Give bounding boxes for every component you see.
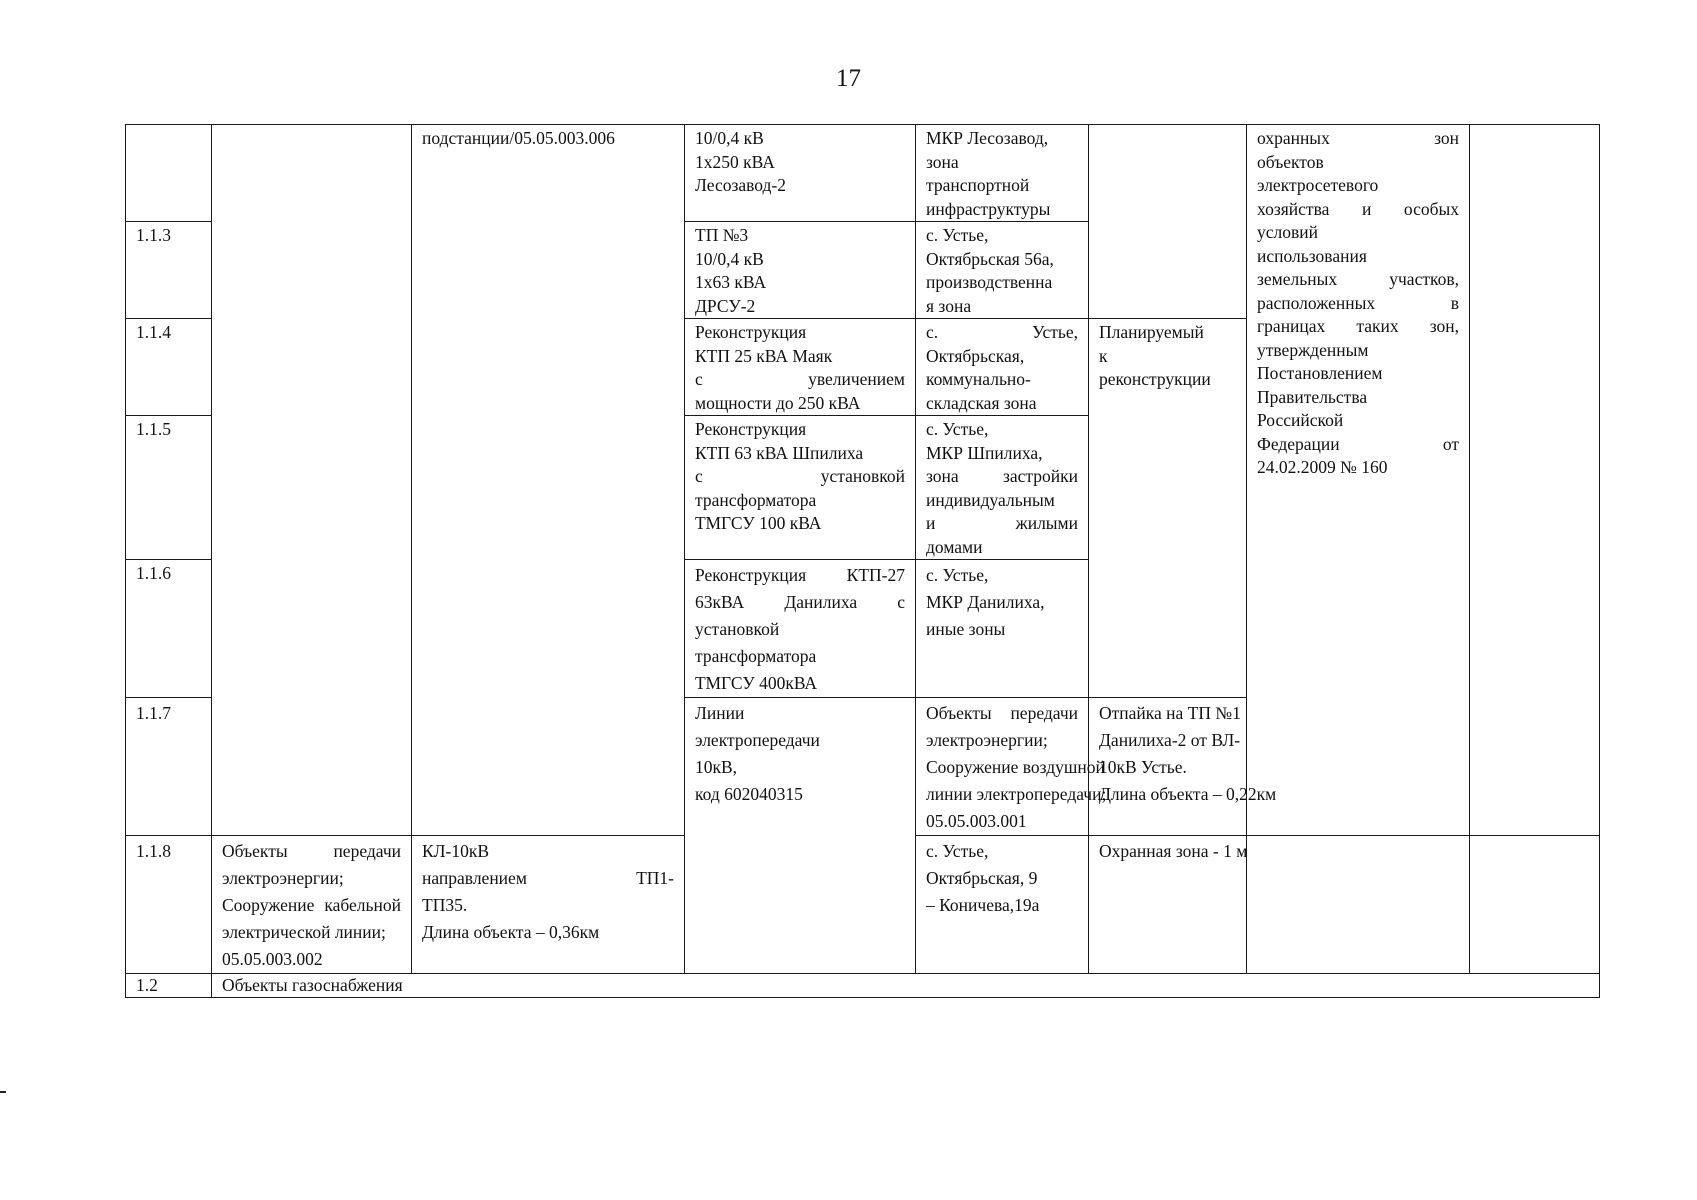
cell-location-tp3 <box>916 222 1089 319</box>
zones-line: объектов <box>1257 151 1324 172</box>
cell-object-shpiliha <box>685 416 916 560</box>
object-line: Реконструкция <box>695 322 807 342</box>
zones-line: Постановлением <box>1257 363 1383 383</box>
section-title-gas: Объекты газоснабжения <box>212 974 1600 998</box>
purpose-line: 05.05.003.002 <box>222 949 323 969</box>
cell-location-oktyabrskaya <box>916 836 1089 974</box>
purpose-line: линии электропередачи; <box>926 784 1107 804</box>
location-line: с. Устье, <box>926 322 1078 342</box>
cell-num: 1.1.5 <box>126 416 212 560</box>
object-line: ТП35. <box>422 895 468 915</box>
object-line: ДРСУ-2 <box>695 295 756 316</box>
object-line: Длина объекта – 0,36км <box>422 922 600 942</box>
cell-zones-1m <box>1089 836 1247 974</box>
cell-num: 1.1.7 <box>126 698 212 836</box>
object-line: 10/0,4 кВ <box>695 248 764 269</box>
object-line: Данилиха-2 от ВЛ- <box>1099 730 1241 750</box>
zones-line: Российской <box>1257 410 1344 430</box>
name-line: электропередачи <box>695 730 820 750</box>
object-line: мощности до 250 кВА <box>695 392 861 413</box>
object-line: Длина объекта – 0,22км <box>1099 784 1277 804</box>
cell-num: 1.2 <box>126 974 212 998</box>
object-line: Лесозавод-2 <box>695 175 787 195</box>
location-line: МКР Данилиха, <box>926 592 1045 612</box>
cell-purpose-substation <box>412 125 685 836</box>
zones-line: Правительства <box>1257 386 1368 407</box>
purpose-text: подстанции/05.05.003.006 <box>422 128 615 148</box>
name-line: Линии <box>695 703 745 723</box>
object-line: ТМГСУ 100 кВА <box>695 513 822 533</box>
location-line: зона <box>926 151 959 172</box>
objects-table <box>125 124 1600 998</box>
object-line: КТП 63 кВА Шпилиха <box>695 442 864 463</box>
zones-line: хозяйства и особых <box>1257 198 1460 219</box>
purpose-line: электроэнергии; <box>222 868 344 888</box>
cell-object-mayak <box>685 319 916 416</box>
cell-zones-electro <box>1247 125 1470 836</box>
page-number: 17 <box>836 65 861 92</box>
object-line: 1х250 кВА <box>695 151 775 172</box>
object-line: Реконструкция КТП-27 <box>695 565 905 585</box>
purpose-line: Объекты передачи <box>222 841 401 861</box>
cell-object-danilikha <box>685 560 916 698</box>
location-line: и жилыми <box>926 513 1078 533</box>
status-line: реконструкции <box>1099 369 1211 389</box>
status-line: Планируемый <box>1099 322 1204 342</box>
object-line: трансформатора <box>695 646 817 666</box>
location-line: зона застройки <box>926 466 1078 486</box>
location-line: с. Устье, <box>926 419 989 439</box>
cell-name-empty <box>212 125 412 836</box>
cell-object-tp3 <box>685 222 916 319</box>
object-line: 10/0,4 кВ <box>695 128 764 148</box>
object-line: Отпайка на ТП №1 <box>1099 703 1241 723</box>
name-line: 10кВ, <box>695 757 738 777</box>
cell-purpose-overhead <box>916 698 1107 836</box>
object-line: с увеличением <box>695 369 905 389</box>
location-line: инфраструктуры <box>926 198 1051 219</box>
cell-status-empty <box>1089 125 1247 319</box>
zones-line: Охранная зона - 1 м <box>1099 841 1248 861</box>
margin-mark <box>0 1091 6 1093</box>
purpose-line: электроэнергии; <box>926 730 1048 750</box>
object-line: 1х63 кВА <box>695 272 767 292</box>
zones-line: Федерации от <box>1257 433 1459 454</box>
location-line: – Коничева,19а <box>926 895 1040 915</box>
name-line: код 602040315 <box>695 784 803 804</box>
cell-object-kl <box>412 836 685 974</box>
cell-location-danilikha <box>916 560 1089 698</box>
purpose-line: Сооружение воздушной <box>926 757 1105 777</box>
cell-num: 1.1.8 <box>126 836 212 974</box>
cell-extra-empty <box>1247 836 1470 974</box>
location-line: я зона <box>926 295 972 316</box>
location-line: Октябрьская, <box>926 345 1025 366</box>
cell-num: 1.1.6 <box>126 560 212 698</box>
object-line: с установкой <box>695 466 905 486</box>
object-line: 63кВА Данилиха с <box>695 592 906 612</box>
zones-line: охранных зон <box>1257 128 1459 148</box>
object-line: КЛ-10кВ <box>422 841 490 861</box>
location-line: Октябрьская 56а, <box>926 248 1054 269</box>
object-line: ТП №3 <box>695 225 749 245</box>
object-line: КТП 25 кВА Маяк <box>695 345 833 366</box>
zones-line: электросетевого <box>1257 175 1379 195</box>
location-line: иные зоны <box>926 619 1006 639</box>
object-line: 10кВ Устье. <box>1099 757 1187 777</box>
location-line: индивидуальным <box>926 489 1055 510</box>
purpose-line: Объекты передачи <box>926 703 1078 723</box>
zones-line: утвержденным <box>1257 339 1369 360</box>
location-line: МКР Лесозавод, <box>926 128 1049 148</box>
cell-location-lesozavod <box>916 125 1089 222</box>
object-line: трансформатора <box>695 489 817 510</box>
zones-line: расположенных в <box>1257 292 1459 313</box>
purpose-line: Сооружение кабельной <box>222 895 401 915</box>
table-row-continued <box>126 125 1600 222</box>
object-line: ТМГСУ 400кВА <box>695 673 818 693</box>
cell-num-empty <box>126 125 212 222</box>
location-line: коммунально- <box>926 369 1031 389</box>
cell-status-reconstruction <box>1089 319 1247 698</box>
zones-line: земельных участков, <box>1257 269 1459 289</box>
purpose-line: электрической линии; <box>222 922 386 942</box>
cell-num: 1.1.3 <box>126 222 212 319</box>
cell-location-mayak <box>916 319 1089 416</box>
status-line: к <box>1099 345 1108 366</box>
zones-line: использования <box>1257 245 1367 266</box>
zones-line: 24.02.2009 № 160 <box>1257 457 1388 477</box>
location-line: складская зона <box>926 392 1037 413</box>
cell-object-otpayka <box>1089 698 1277 836</box>
cell-object-lesozavod <box>685 125 916 222</box>
location-line: производственна <box>926 272 1053 292</box>
object-line: Реконструкция <box>695 419 807 439</box>
object-line: направлением ТП1- <box>422 868 674 888</box>
zones-line: условий <box>1257 222 1318 242</box>
cell-location-shpiliha <box>916 416 1089 560</box>
cell-name-power-lines <box>685 698 916 974</box>
location-line: транспортной <box>926 175 1030 195</box>
object-line: установкой <box>695 619 780 639</box>
location-line: с. Устье, <box>926 565 989 585</box>
cell-num: 1.1.4 <box>126 319 212 416</box>
location-line: с. Устье, <box>926 841 989 861</box>
location-line: домами <box>926 536 983 557</box>
zones-line: границах таких зон, <box>1257 316 1459 336</box>
location-line: Октябрьская, 9 <box>926 868 1038 888</box>
cell-extra-empty <box>1470 125 1600 836</box>
location-line: с. Устье, <box>926 225 989 245</box>
table-row-1-2 <box>126 974 1600 998</box>
cell-purpose-cable <box>212 836 412 974</box>
purpose-line: 05.05.003.001 <box>926 811 1027 831</box>
location-line: МКР Шпилиха, <box>926 442 1043 463</box>
